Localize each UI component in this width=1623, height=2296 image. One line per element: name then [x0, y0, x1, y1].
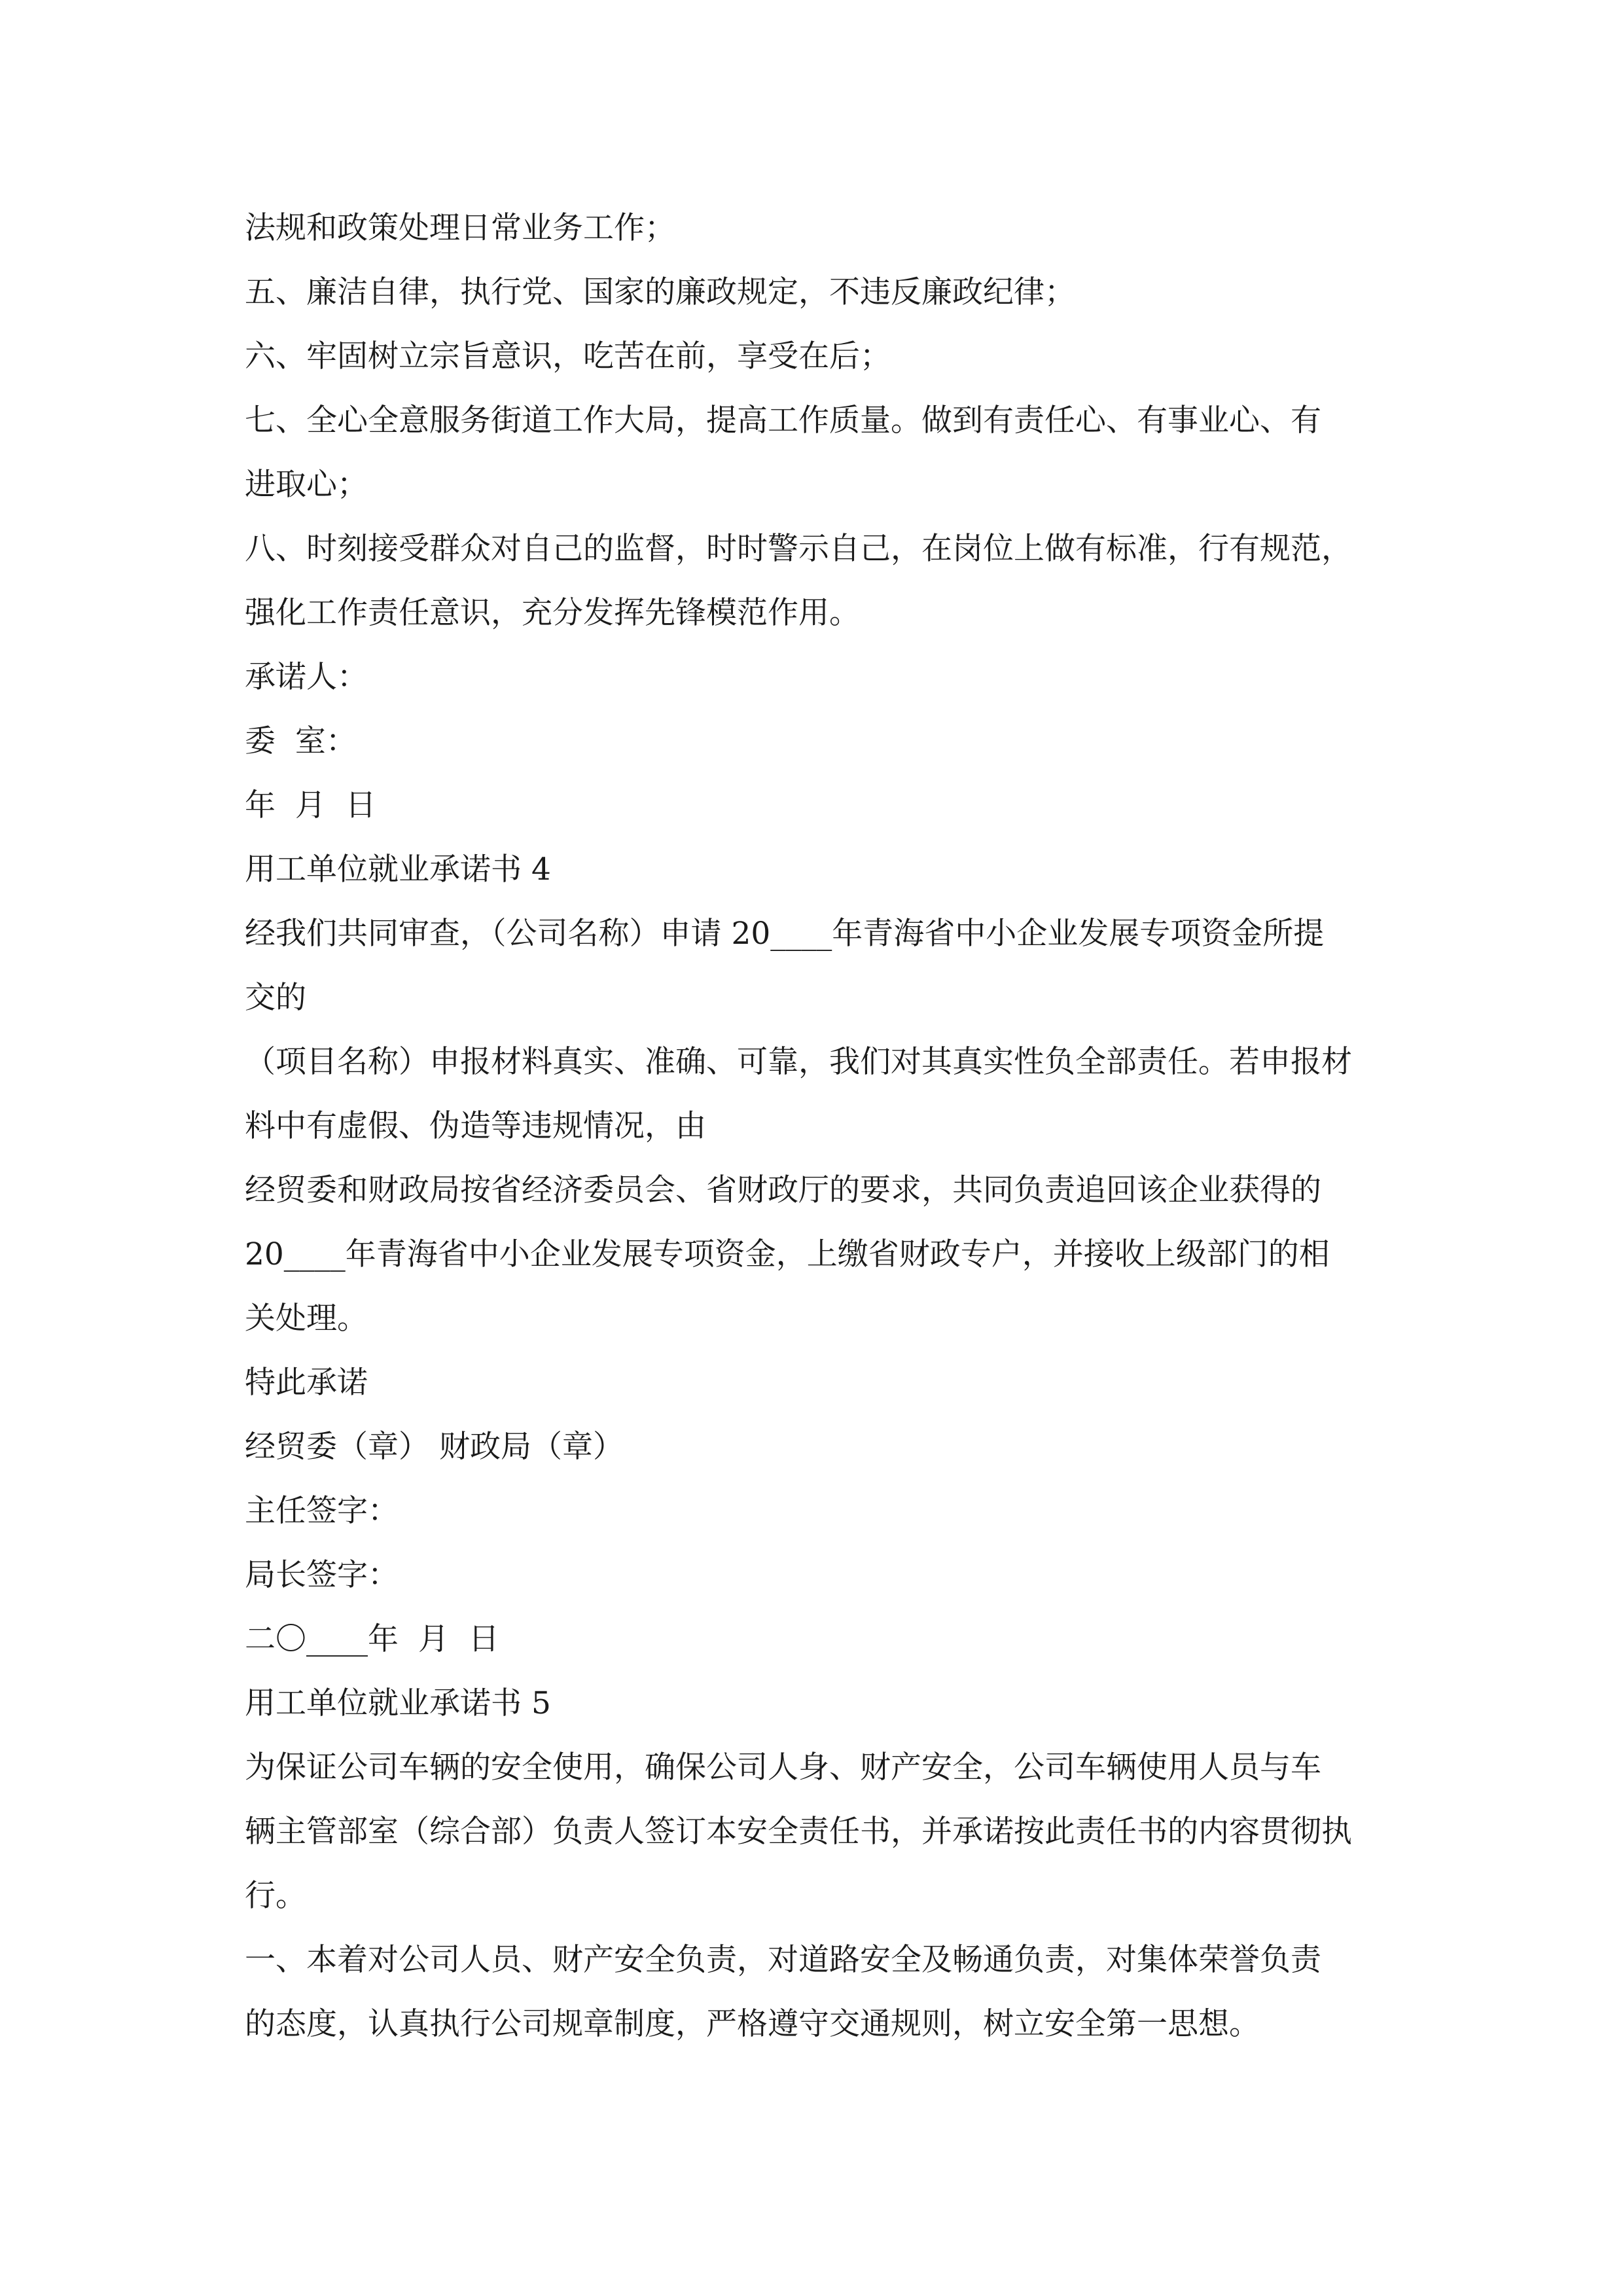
text-line: 20____年青海省中小企业发展专项资金，上缴省财政专户，并接收上级部门的相	[245, 1236, 1330, 1272]
text-line: 八、时刻接受群众对自己的监督，时时警示自己，在岗位上做有标准，行有规范，	[245, 531, 1352, 567]
text-line: 五、廉洁自律，执行党、国家的廉政规定，不违反廉政纪律；	[245, 274, 1075, 310]
section-heading: 用工单位就业承诺书 5	[245, 1685, 551, 1721]
director-signature-label: 主任签字：	[245, 1493, 399, 1529]
text-line: 经我们共同审查，（公司名称）申请 20____年青海省中小企业发展专项资金所提	[245, 916, 1325, 952]
date-line: 二〇____年 月 日	[245, 1621, 499, 1657]
text-line: 特此承诺	[245, 1365, 368, 1401]
seal-line: 经贸委（章） 财政局（章）	[245, 1429, 624, 1465]
text-line: 辆主管部室（综合部）负责人签订本安全责任书，并承诺按此责任书的内容贯彻执	[245, 1814, 1352, 1850]
text-line: 行。	[245, 1878, 306, 1914]
text-line: 进取心；	[245, 467, 368, 503]
text-line: 法规和政策处理日常业务工作；	[245, 210, 675, 246]
text-line: （项目名称）申报材料真实、准确、可靠，我们对其真实性负全部责任。若申报材	[245, 1044, 1352, 1080]
text-line: 六、牢固树立宗旨意识，吃苦在前，享受在后；	[245, 338, 891, 374]
text-line: 的态度，认真执行公司规章制度，严格遵守交通规则，树立安全第一思想。	[245, 2006, 1260, 2042]
bureau-chief-signature-label: 局长签字：	[245, 1557, 399, 1593]
section-heading: 用工单位就业承诺书 4	[245, 852, 551, 888]
text-line: 七、全心全意服务街道工作大局，提高工作质量。做到有责任心、有事业心、有	[245, 403, 1321, 439]
text-line: 关处理。	[245, 1300, 368, 1336]
text-line: 经贸委和财政局按省经济委员会、省财政厅的要求，共同负责追回该企业获得的	[245, 1172, 1321, 1208]
date-line: 年 月 日	[245, 787, 376, 823]
document-body	[245, 196, 1381, 2056]
text-line: 为保证公司车辆的安全使用，确保公司人身、财产安全，公司车辆使用人员与车	[245, 1749, 1321, 1785]
office-label: 委 室：	[245, 723, 357, 759]
text-line: 强化工作责任意识，充分发挥先锋模范作用。	[245, 595, 860, 631]
signatory-label: 承诺人：	[245, 659, 368, 695]
text-line: 一、本着对公司人员、财产安全负责，对道路安全及畅通负责，对集体荣誉负责	[245, 1942, 1321, 1978]
text-line: 交的	[245, 980, 306, 1016]
text-line: 料中有虚假、伪造等违规情况，由	[245, 1108, 706, 1144]
